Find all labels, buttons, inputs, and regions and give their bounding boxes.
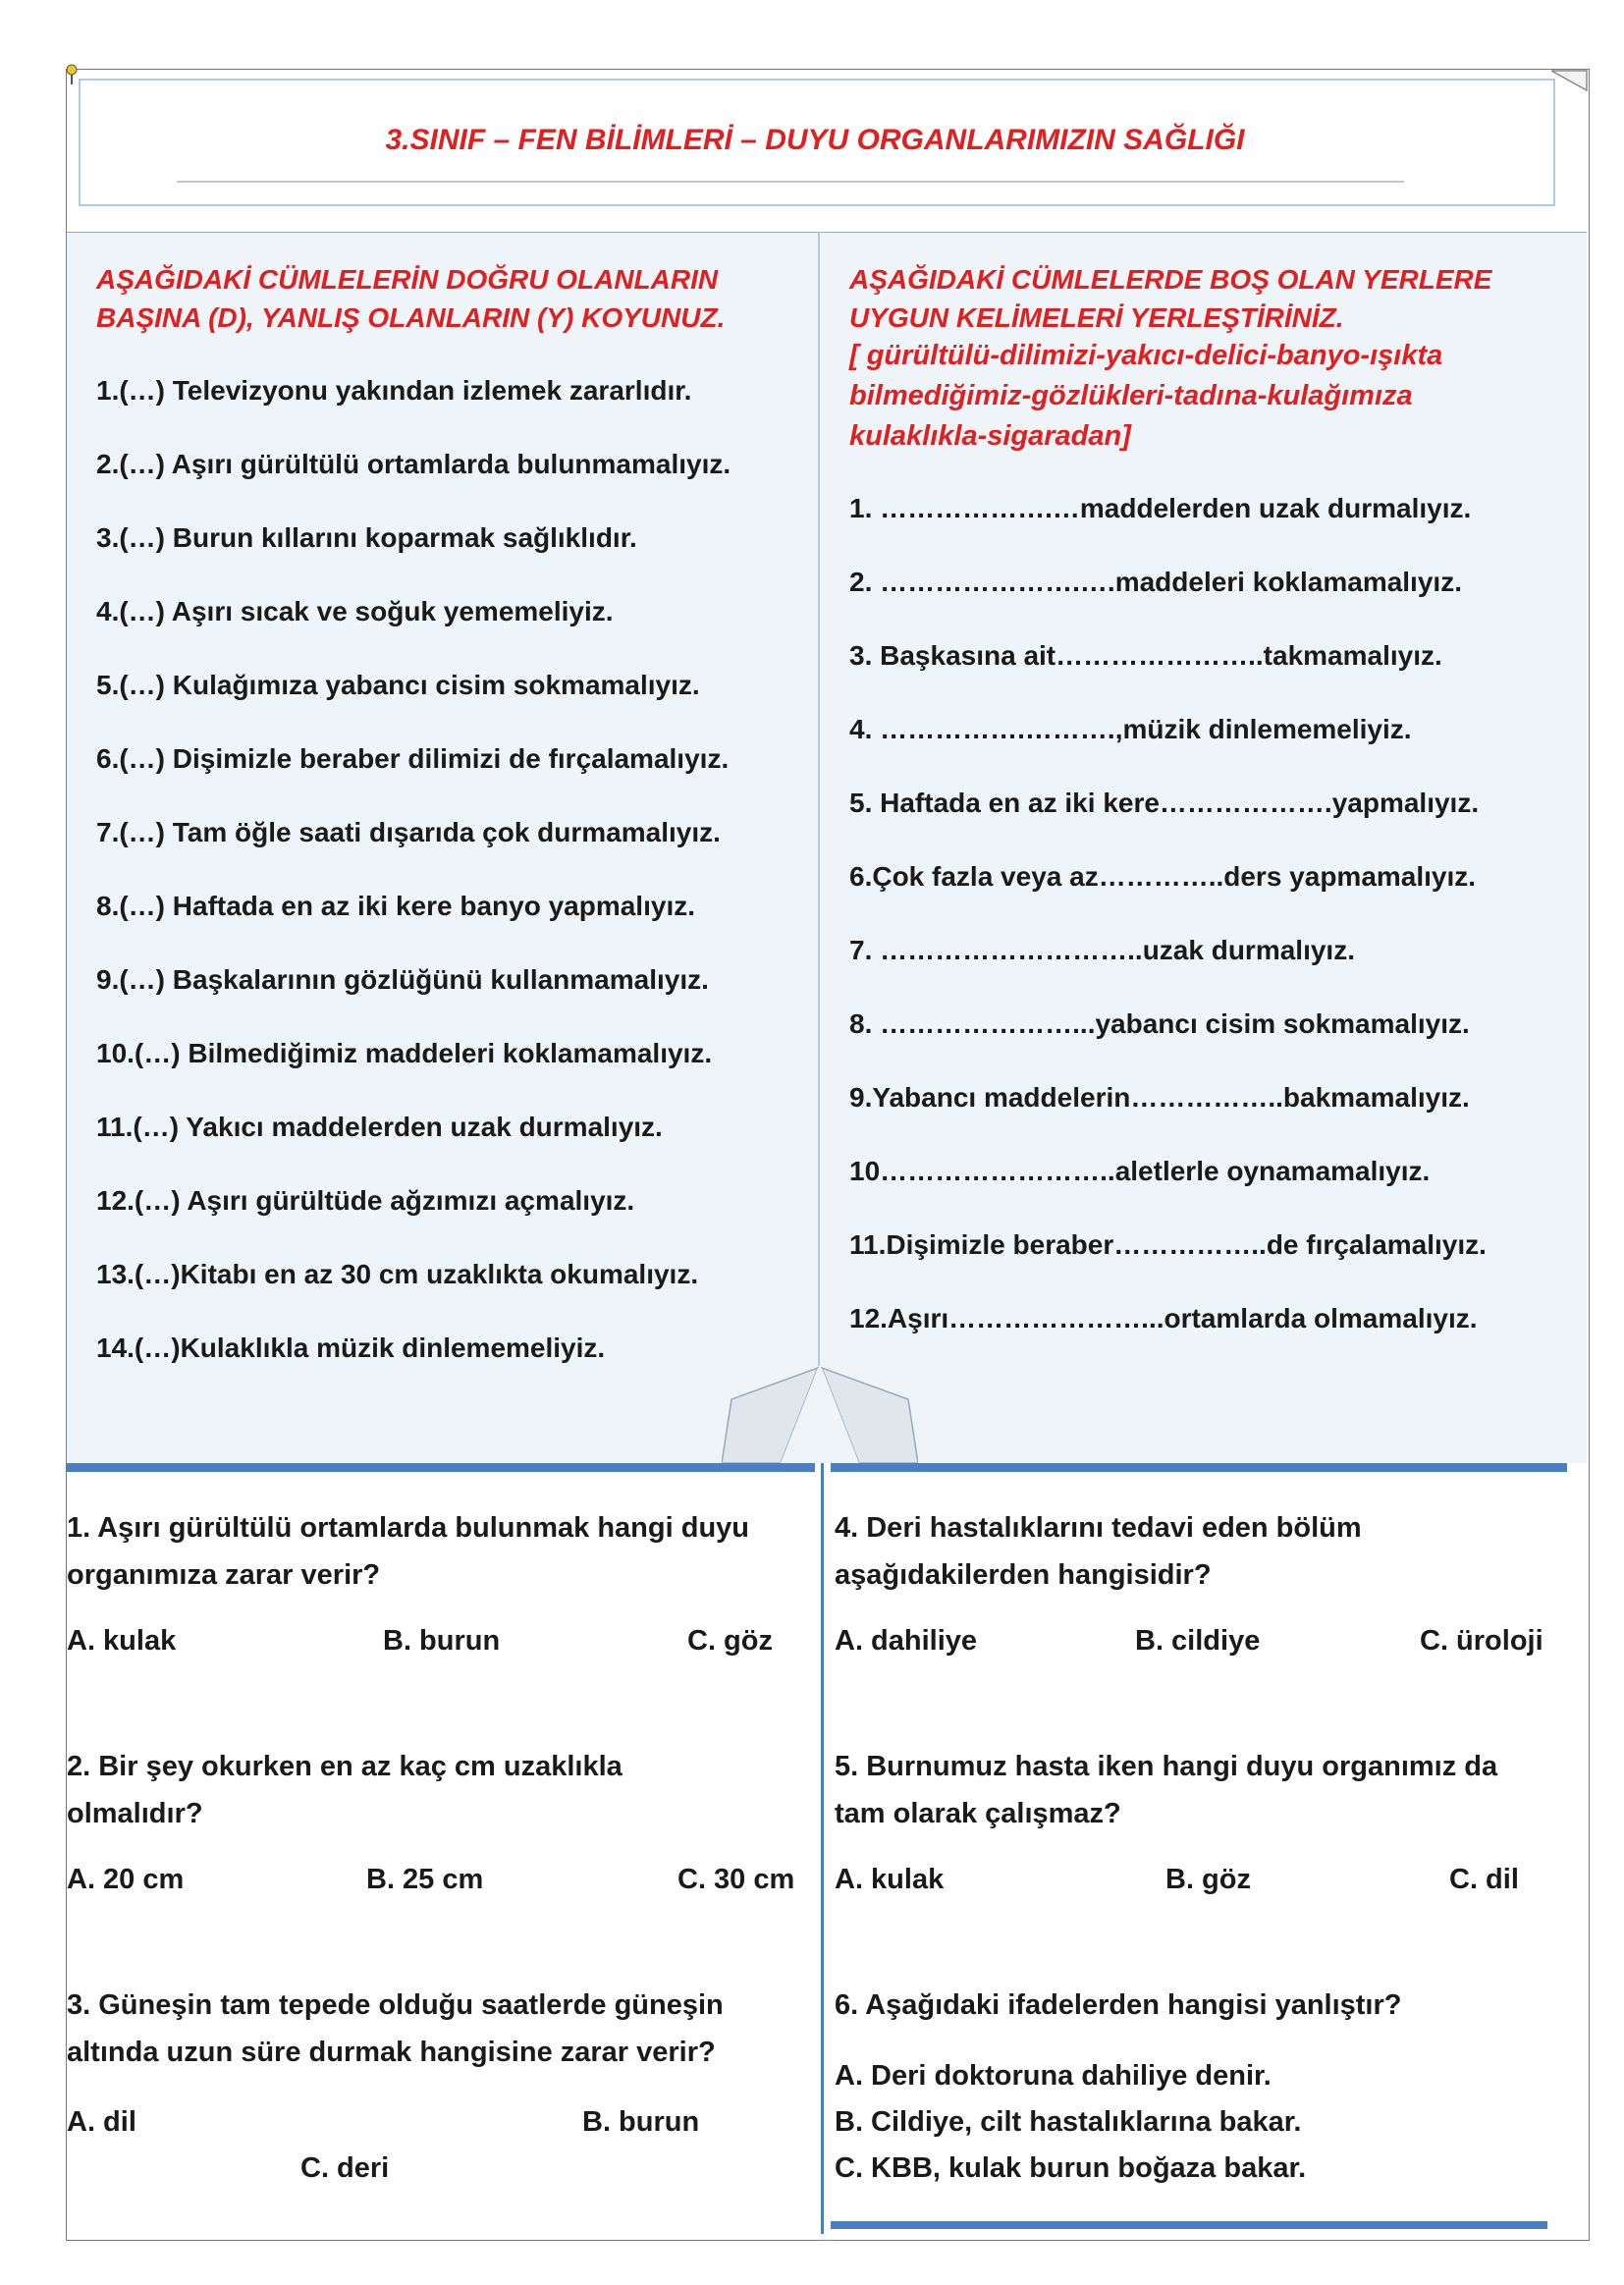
- option[interactable]: C. göz: [687, 1625, 773, 1657]
- option[interactable]: C. deri: [300, 2152, 390, 2184]
- left-instruction: AŞAĞIDAKİ CÜMLELERİN DOĞRU OLANLARIN BAŞINA (D), YANLIŞ OLANLARIN (Y) KOYUNUZ.: [96, 264, 726, 333]
- list-item: 7. ………………………..uzak durmalıyız.: [849, 935, 1355, 965]
- option[interactable]: A. dahiliye: [835, 1625, 978, 1657]
- list-item: 12.Aşırı…………………...ortamlarda olmamalıyız.: [849, 1303, 1478, 1333]
- list-item: 2.(…) Aşırı gürültülü ortamlarda bulunmamalıyız.: [96, 449, 731, 479]
- list-item: 5.(…) Kulağımıza yabancı cisim sokmamalıyız.: [96, 670, 700, 700]
- page-title: 3.SINIF – FEN BİLİMLERİ – DUYU ORGANLARIMIZIN SAĞLIĞI: [385, 124, 1245, 156]
- question-line: 2. Bir şey okurken en az kaç cm uzaklıkla: [67, 1751, 623, 1782]
- question-2: [67, 1743, 813, 1837]
- option[interactable]: A. kulak: [67, 1625, 177, 1657]
- question-6: [835, 1982, 1561, 2029]
- question-line: 3. Güneşin tam tepede olduğu saatlerde güneşin: [67, 1989, 724, 2021]
- list-item: 9.(…) Başkalarının gözlüğünü kullanmamalıyız.: [96, 964, 709, 995]
- option[interactable]: B. 25 cm: [366, 1864, 484, 1895]
- list-item: 13.(…)Kitabı en az 30 cm uzaklıkta okumalıyız.: [96, 1259, 699, 1289]
- right-footer-bar: [831, 2221, 1547, 2229]
- column-divider: [818, 232, 820, 1366]
- option[interactable]: B. cildiye: [1135, 1625, 1261, 1657]
- list-item: 1.(…) Televizyonu yakından izlemek zararlıdır.: [96, 375, 692, 406]
- option[interactable]: C. dil: [1449, 1864, 1519, 1895]
- list-item: 6.(…) Dişimizle beraber dilimizi de fırçalamalıyız.: [96, 743, 730, 774]
- list-item: 10.(…) Bilmediğimiz maddeleri koklamamalıyız.: [96, 1038, 713, 1068]
- question-line: tam olarak çalışmaz?: [835, 1798, 1121, 1829]
- option[interactable]: B. burun: [582, 2106, 700, 2138]
- list-item: 6.Çok fazla veya az…………..ders yapmamalıyız.: [849, 861, 1477, 892]
- question-line: organımıza zarar verir?: [67, 1559, 381, 1591]
- list-item: 4.(…) Aşırı sıcak ve soğuk yememeliyiz.: [96, 596, 614, 626]
- option[interactable]: A. kulak: [835, 1864, 945, 1895]
- list-item: 10……………………..aletlerle oynamamalıyız.: [849, 1156, 1431, 1186]
- list-item: 11.Dişimizle beraber……………..de fırçalamalıyız.: [849, 1229, 1487, 1260]
- list-item: 7.(…) Tam öğle saati dışarıda çok durmamalıyız.: [96, 817, 721, 847]
- list-item: 14.(…)Kulaklıkla müzik dinlememeliyiz.: [96, 1333, 606, 1363]
- right-header-bar: [831, 1463, 1567, 1472]
- list-item: 9.Yabancı maddelerin……………..bakmamalıyız.: [849, 1082, 1470, 1113]
- question-line: 6. Aşağıdaki ifadelerden hangisi yanlıştır?: [835, 1989, 1402, 2021]
- question-1: [67, 1504, 813, 1599]
- option[interactable]: B. Cildiye, cilt hastalıklarına bakar.: [835, 2106, 1302, 2138]
- list-item: 5. Haftada en az iki kere……………….yapmalıyız.: [849, 788, 1480, 818]
- list-item: 2. ………………….….maddeleri koklamamalıyız.: [849, 567, 1462, 597]
- quiz-divider: [821, 1463, 824, 2234]
- question-4: [835, 1504, 1561, 1599]
- option[interactable]: A. Deri doktoruna dahiliye denir.: [835, 2060, 1272, 2092]
- left-header-bar: [67, 1463, 815, 1472]
- option[interactable]: B. göz: [1165, 1864, 1251, 1895]
- option[interactable]: C. KBB, kulak burun boğaza bakar.: [835, 2152, 1307, 2184]
- list-item: 12.(…) Aşırı gürültüde ağzımızı açmalıyız.: [96, 1185, 635, 1216]
- folded-corner-icon: [1551, 69, 1591, 98]
- question-3: [67, 1982, 813, 2076]
- title-underline: [177, 181, 1404, 183]
- option[interactable]: A. dil: [67, 2106, 136, 2138]
- question-line: 1. Aşırı gürültülü ortamlarda bulunmak hangi duyu: [67, 1512, 749, 1544]
- question-line: altında uzun süre durmak hangisine zarar verir?: [67, 2037, 716, 2068]
- list-item: 8.(…) Haftada en az iki kere banyo yapmalıyız.: [96, 891, 695, 921]
- option[interactable]: C. 30 cm: [677, 1864, 795, 1895]
- list-item: 11.(…) Yakıcı maddelerden uzak durmalıyız.: [96, 1112, 663, 1142]
- question-line: olmalıdır?: [67, 1798, 203, 1829]
- list-item: 1. ……………….…maddelerden uzak durmalıyız.: [849, 493, 1472, 523]
- question-line: 4. Deri hastalıklarını tedavi eden bölüm: [835, 1512, 1362, 1544]
- question-line: 5. Burnumuz hasta iken hangi duyu organımız da: [835, 1751, 1498, 1782]
- list-item: 8. …………………...yabancı cisim sokmamalıyız.: [849, 1008, 1470, 1039]
- option[interactable]: A. 20 cm: [67, 1864, 185, 1895]
- question-line: aşağıdakilerden hangisidir?: [835, 1559, 1212, 1591]
- option[interactable]: C. üroloji: [1420, 1625, 1543, 1657]
- question-5: [835, 1743, 1561, 1837]
- word-bank: [ gürültülü-dilimizi-yakıcı-delici-banyo-ışıkta bilmediğimiz-gözlükleri-tadına-kulağımıza kulaklıkla-sigaradan]: [849, 340, 1443, 452]
- list-item: 4. …………….……….,müzik dinlememeliyiz.: [849, 714, 1412, 744]
- list-item: 3. Başkasına ait…………………..takmamalıyız.: [849, 640, 1442, 671]
- option[interactable]: B. burun: [383, 1625, 501, 1657]
- right-instruction: AŞAĞIDAKİ CÜMLELERDE BOŞ OLAN YERLERE UYGUN KELİMELERİ YERLEŞTİRİNİZ.: [849, 264, 1492, 333]
- chevron-decoration-icon: [722, 1360, 918, 1468]
- list-item: 3.(…) Burun kıllarını koparmak sağlıklıdır.: [96, 522, 637, 553]
